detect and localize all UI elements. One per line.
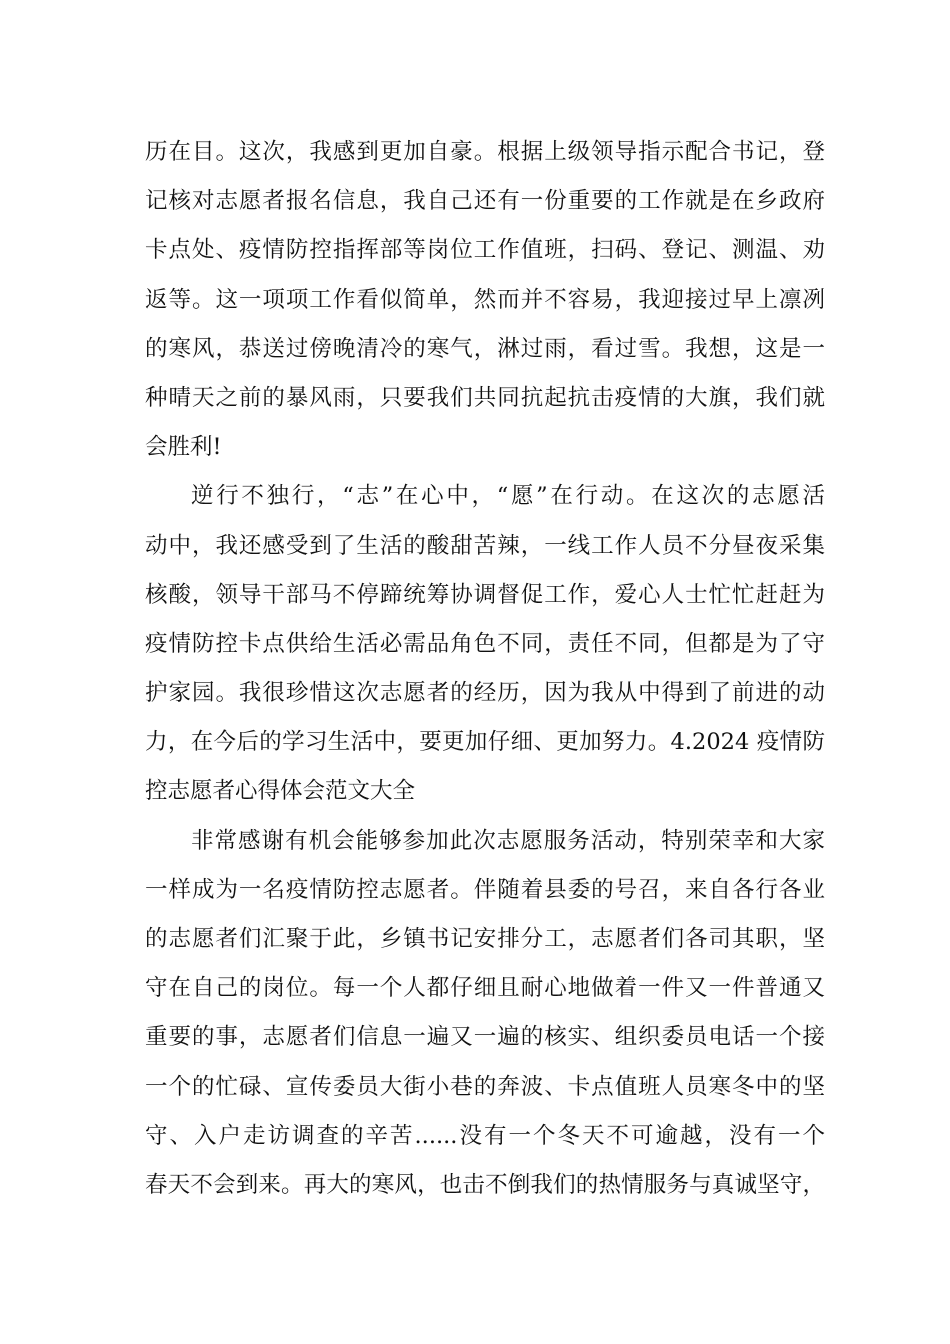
text-line: 守、入户走访调查的辛苦......没有一个冬天不可逾越，没有一个: [145, 1122, 825, 1149]
text-line: 力，在今后的学习生活中，要更加仔细、更加努力。4.2024 疫情防: [145, 729, 825, 756]
text-line: 守在自己的岗位。每一个人都仔细且耐心地做着一件又一件普通又: [145, 975, 825, 1002]
text-line: 种晴天之前的暴风雨，只要我们共同抗起抗击疫情的大旗，我们就: [145, 384, 825, 411]
text-line: 护家园。我很珍惜这次志愿者的经历，因为我从中得到了前进的动: [145, 680, 825, 707]
text-line: 卡点处、疫情防控指挥部等岗位工作值班，扫码、登记、测温、劝: [145, 237, 825, 264]
paragraph-start-line: 非常感谢有机会能够参加此次志愿服务活动，特别荣幸和大家: [191, 827, 825, 854]
paragraph-start-line: 逆行不独行，“志”在心中，“愿”在行动。在这次的志愿活: [191, 483, 825, 510]
text-line: 春天不会到来。再大的寒风，也击不倒我们的热情服务与真诚坚守，: [145, 1171, 825, 1198]
text-line: 动中，我还感受到了生活的酸甜苦辣，一线工作人员不分昼夜采集: [145, 532, 825, 559]
text-line: 会胜利!: [145, 434, 222, 461]
text-line: 记核对志愿者报名信息，我自己还有一份重要的工作就是在乡政府: [145, 188, 825, 215]
text-line: 一个的忙碌、宣传委员大街小巷的奔波、卡点值班人员寒冬中的坚: [145, 1073, 825, 1100]
body-text: [145, 128, 825, 1210]
text-line: 返等。这一项项工作看似简单，然而并不容易，我迎接过早上凛冽: [145, 286, 825, 313]
text-line: 的志愿者们汇聚于此，乡镇书记安排分工，志愿者们各司其职，坚: [145, 926, 825, 952]
text-line: 重要的事，志愿者们信息一遍又一遍的核实、组织委员电话一个接: [145, 1024, 825, 1051]
text-line: 历在目。这次，我感到更加自豪。根据上级领导指示配合书记，登: [145, 139, 825, 165]
text-line: 控志愿者心得体会范文大全: [145, 778, 416, 805]
text-line: 疫情防控卡点供给生活必需品角色不同，责任不同，但都是为了守: [145, 630, 825, 657]
text-line: 的寒风，恭送过傍晚清冷的寒气，淋过雨，看过雪。我想，这是一: [145, 335, 825, 362]
text-line: 核酸，领导干部马不停蹄统筹协调督促工作，爱心人士忙忙赶赶为: [145, 581, 825, 608]
text-line: 一样成为一名疫情防控志愿者。伴随着县委的号召，来自各行各业: [145, 876, 825, 903]
